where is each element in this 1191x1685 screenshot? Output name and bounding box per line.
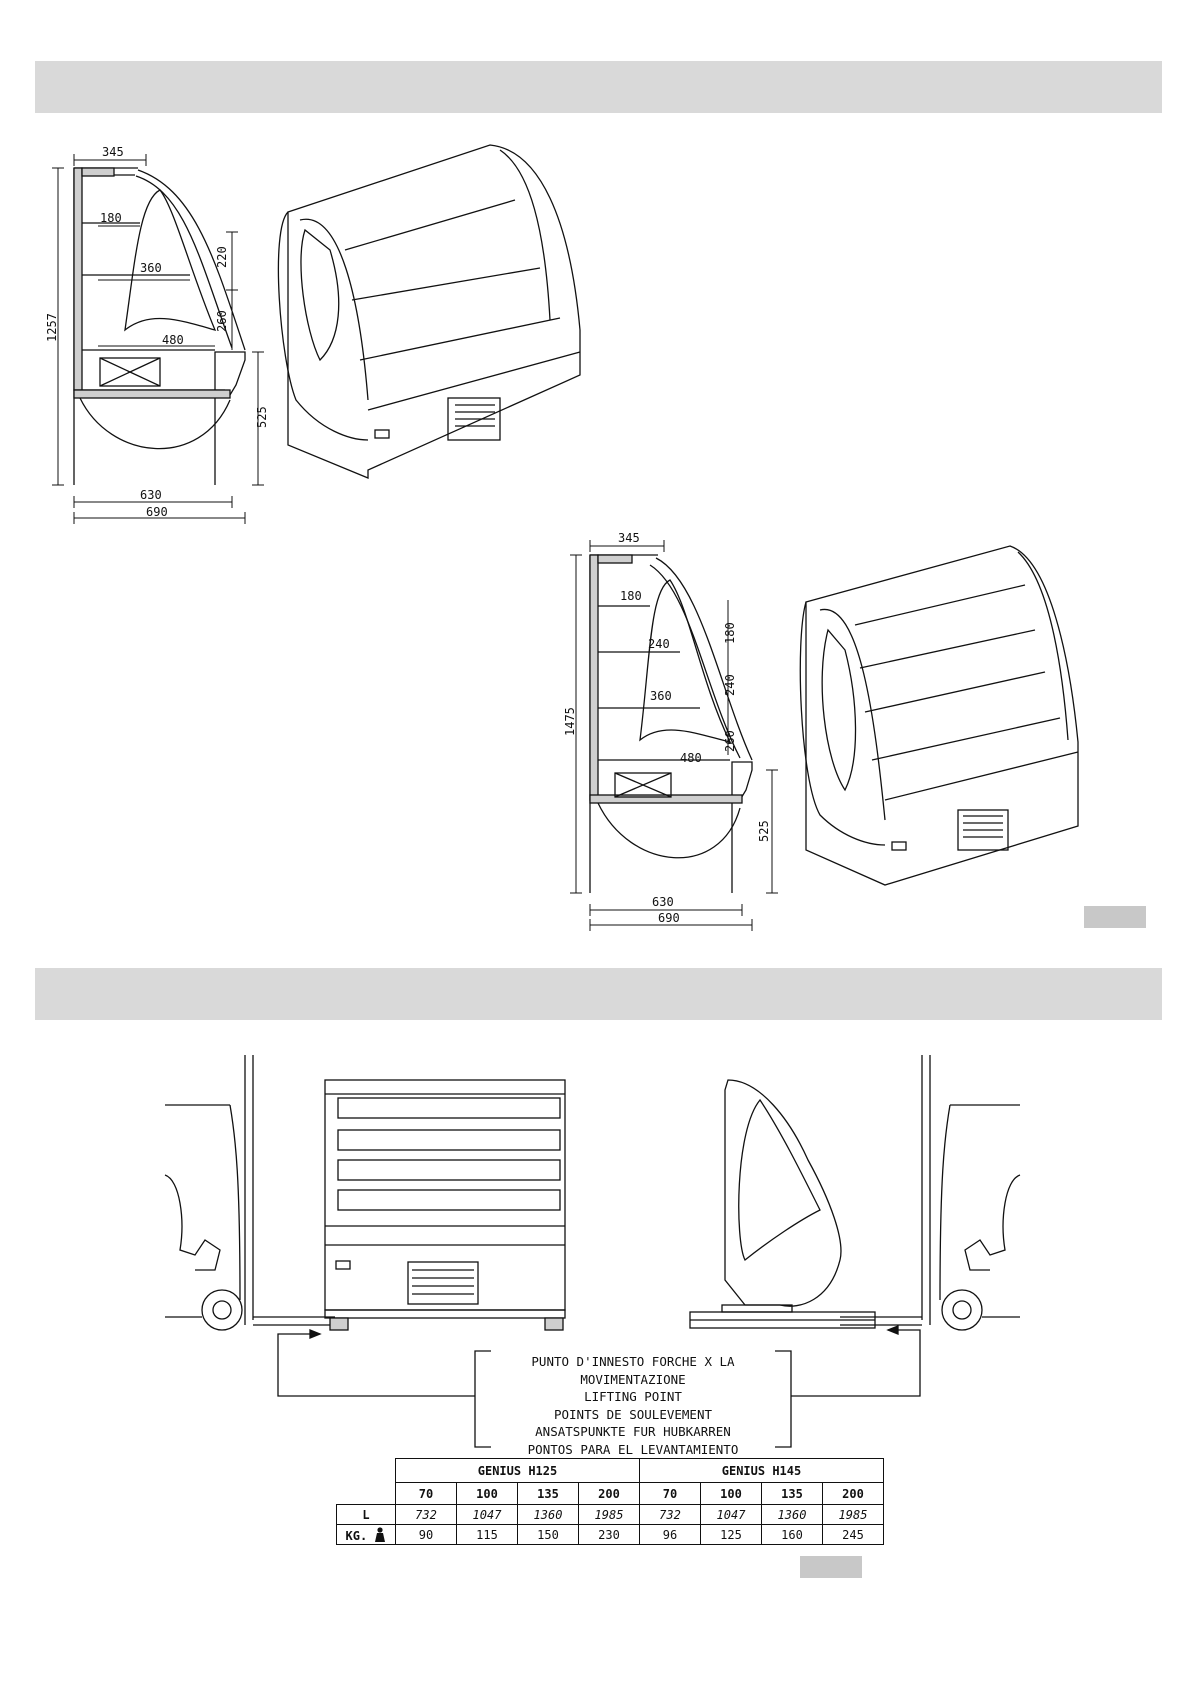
dim-h125-depth-top: 345 xyxy=(102,145,124,159)
cabinet-side-view xyxy=(690,1080,875,1328)
table-cell: 115 xyxy=(457,1525,518,1545)
dim-h145-inner-depth: 630 xyxy=(652,895,674,909)
table-cell: 1360 xyxy=(518,1505,579,1525)
table-cell: 1360 xyxy=(762,1505,823,1525)
dim-h145-total-height: 1475 xyxy=(563,707,577,736)
size-header: 200 xyxy=(579,1483,640,1505)
row-label-weight xyxy=(337,1525,396,1545)
forklift-left-icon xyxy=(165,1055,335,1330)
lifting-point-label xyxy=(475,1351,791,1457)
row-label-weight-text: KG. xyxy=(345,1528,368,1543)
table-cell: 90 xyxy=(396,1525,457,1545)
lifting-point-line-it: PUNTO D'INNESTO FORCHE X LA MOVIMENTAZIONE xyxy=(531,1354,735,1387)
dim-h145-base-height: 525 xyxy=(757,820,771,842)
spec-table xyxy=(336,1458,884,1545)
weight-icon xyxy=(374,1527,386,1542)
dim-h125-inner-depth: 630 xyxy=(140,488,162,502)
size-header: 200 xyxy=(823,1483,884,1505)
table-cell: 1985 xyxy=(823,1505,884,1525)
table-cell: 230 xyxy=(579,1525,640,1545)
dim-h125-base-height: 525 xyxy=(255,406,269,428)
lifting-point-line-en: LIFTING POINT xyxy=(584,1389,682,1404)
dim-h145-shelf-3: 360 xyxy=(650,689,672,703)
dim-h145-depth-top: 345 xyxy=(618,531,640,545)
size-header: 100 xyxy=(701,1483,762,1505)
table-cell: 96 xyxy=(640,1525,701,1545)
dim-h125-outer-depth: 690 xyxy=(146,505,168,519)
size-header: 70 xyxy=(396,1483,457,1505)
model-header-h125: GENIUS H125 xyxy=(396,1459,640,1483)
dim-h125-total-height: 1257 xyxy=(45,313,59,342)
dim-h145-shelf-1: 180 xyxy=(620,589,642,603)
dim-h145-gap-3: 260 xyxy=(723,730,737,752)
lifting-point-line-fr: POINTS DE SOULEVEMENT xyxy=(553,1406,713,1422)
cabinet-front-view xyxy=(325,1080,565,1330)
table-cell: 1047 xyxy=(701,1505,762,1525)
dim-h145-shelf-4: 480 xyxy=(680,751,702,765)
table-cell: 1985 xyxy=(579,1505,640,1525)
dim-h125-gap-upper: 220 xyxy=(215,246,229,268)
table-cell: 150 xyxy=(518,1525,579,1545)
lifting-point-line-de: ANSATSPUNKTE FUR HUBKARREN xyxy=(535,1424,731,1439)
forklift-right-icon xyxy=(840,1055,1020,1330)
size-header: 70 xyxy=(640,1483,701,1505)
table-cell: 732 xyxy=(640,1505,701,1525)
model-header-h145: GENIUS H145 xyxy=(640,1459,884,1483)
table-cell: 160 xyxy=(762,1525,823,1545)
dim-h125-gap-lower: 260 xyxy=(215,310,229,332)
dim-h125-shelf-bottom: 480 xyxy=(162,333,184,347)
table-row xyxy=(337,1525,884,1545)
table-cell: 245 xyxy=(823,1525,884,1545)
table-cell: 125 xyxy=(701,1525,762,1545)
lifting-point-line-es: PONTOS PARA EL LEVANTAMIENTO xyxy=(527,1441,739,1457)
dim-h145-outer-depth: 690 xyxy=(658,911,680,925)
size-header: 135 xyxy=(518,1483,579,1505)
row-label-length: L xyxy=(337,1505,396,1525)
size-header: 100 xyxy=(457,1483,518,1505)
dim-h125-shelf-mid: 360 xyxy=(140,261,162,275)
dim-h145-shelf-2: 240 xyxy=(648,637,670,651)
dim-h125-shelf-top: 180 xyxy=(100,211,122,225)
dim-h145-gap-2: 240 xyxy=(723,674,737,696)
table-cell: 1047 xyxy=(457,1505,518,1525)
table-cell: 732 xyxy=(396,1505,457,1525)
dim-h145-gap-1: 180 xyxy=(723,622,737,644)
table-row xyxy=(337,1505,884,1525)
size-header: 135 xyxy=(762,1483,823,1505)
